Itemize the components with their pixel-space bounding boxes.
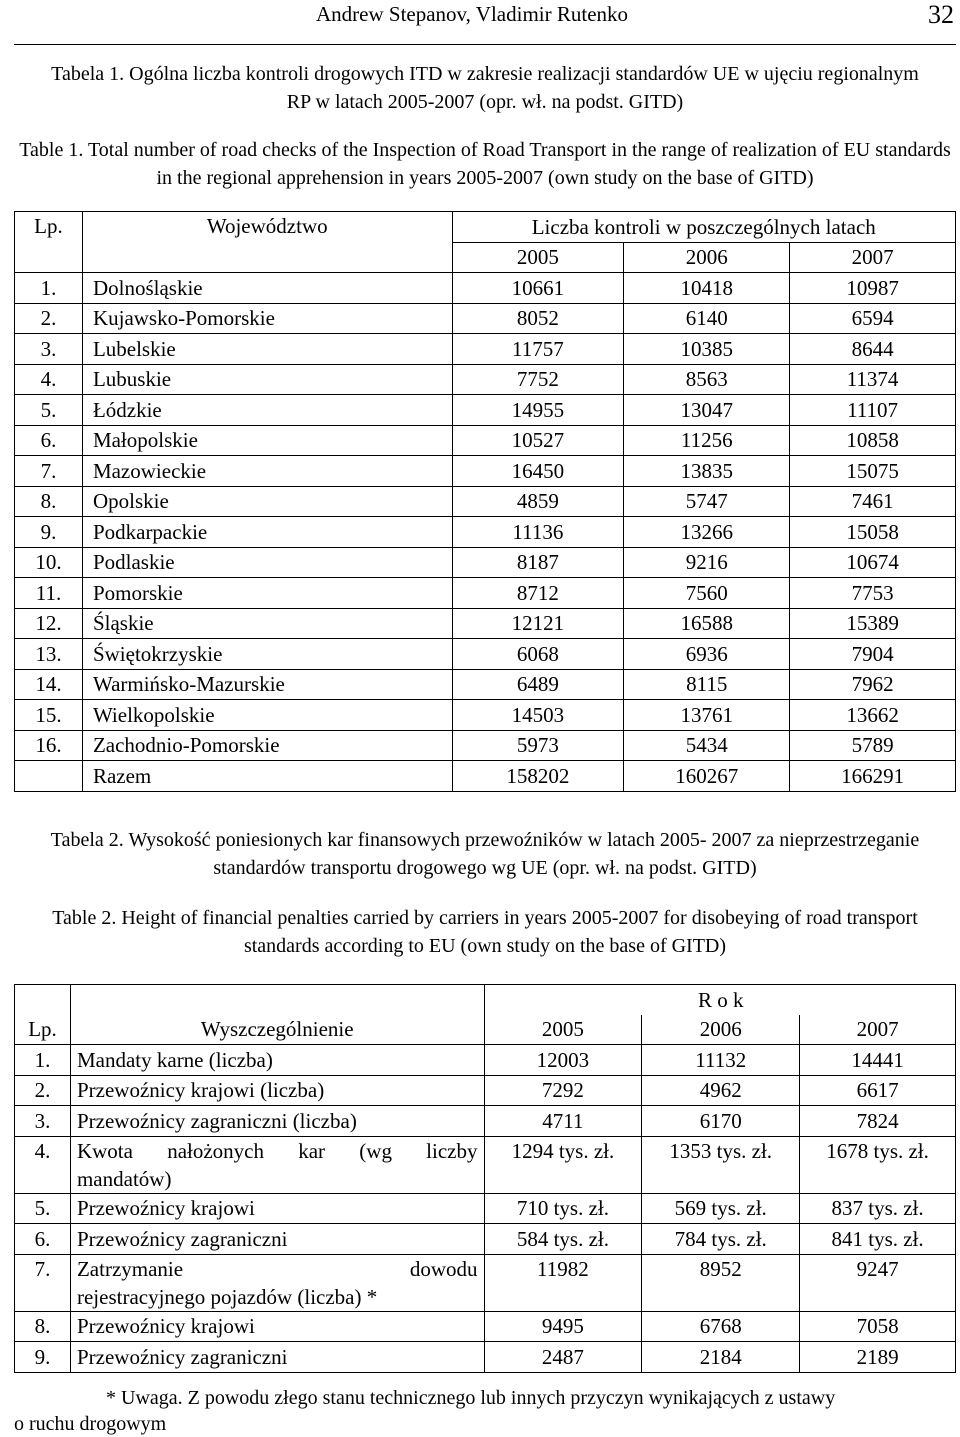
- table1-total-lp: [15, 761, 83, 792]
- table1-cell-value: 7753: [790, 578, 956, 609]
- table1-cell-value: 15389: [790, 608, 956, 639]
- table1-cell-region: Dolnośląskie: [82, 273, 452, 304]
- table1-row: [15, 334, 956, 365]
- table2-cell-lp: 3.: [15, 1106, 71, 1137]
- table2-row: [15, 1224, 956, 1255]
- table2-cell-item: Przewoźnicy krajowi: [70, 1193, 484, 1224]
- table1-cell-value: 6936: [624, 639, 790, 670]
- table2-cell-value: 1294 tys. zł.: [484, 1136, 642, 1193]
- table1-cell-region: Kujawsko-Pomorskie: [82, 303, 452, 334]
- table1-cell-lp: 14.: [15, 669, 83, 700]
- table1-cell-value: 9216: [624, 547, 790, 578]
- table2-row: [15, 1254, 956, 1311]
- table1-cell-value: 10418: [624, 273, 790, 304]
- table2-cell-value: 14441: [800, 1045, 956, 1076]
- table2-cell-value: 710 tys. zł.: [484, 1193, 642, 1224]
- table1-cell-value: 10527: [452, 425, 624, 456]
- table1-cell-lp: 11.: [15, 578, 83, 609]
- footnote: [14, 1385, 956, 1437]
- table2-cell-item-line1: Zatrzymanie dowodu: [76, 1256, 478, 1281]
- table2-cell-item-line2: rejestracyjnego pojazdów (liczba) *: [76, 1284, 378, 1309]
- table1-cell-value: 13761: [624, 700, 790, 731]
- table2-cell-value: 2189: [800, 1342, 956, 1373]
- table1-cell-region: Świętokrzyskie: [82, 639, 452, 670]
- table1-row: [15, 547, 956, 578]
- table1-row: [15, 730, 956, 761]
- table1-caption-pl: Tabela 1. Ogólna liczba kontroli drogowych ITD w zakresie realizacji standardów UE w ujęciu regionalnym RP w latach 2005-2007 (opr. wł. na podst. GITD): [51, 63, 919, 113]
- table1-cell-lp: 15.: [15, 700, 83, 731]
- table1-cell-value: 6489: [452, 669, 624, 700]
- table1-row: [15, 639, 956, 670]
- table1-cell-region: Lubuskie: [82, 364, 452, 395]
- table2-cell-value: 7292: [484, 1075, 642, 1106]
- footnote-line2: o ruchu drogowym: [14, 1413, 167, 1435]
- table2-caption-pl: Tabela 2. Wysokość poniesionych kar finansowych przewoźników w latach 2005- 2007 za nieprzestrzeganie standardów transportu drogowego wg UE (opr. wł. na podst. GITD): [50, 829, 920, 879]
- table2-cell-lp: 4.: [15, 1136, 71, 1193]
- table1-cell-region: Warmińsko-Mazurskie: [82, 669, 452, 700]
- table1-cell-region: Zachodnio-Pomorskie: [82, 730, 452, 761]
- table1-cell-value: 15075: [790, 456, 956, 487]
- table2-cell-value: 7824: [800, 1106, 956, 1137]
- table1-cell-lp: 4.: [15, 364, 83, 395]
- table1-total-row: [15, 761, 956, 792]
- table1-cell-region: Pomorskie: [82, 578, 452, 609]
- table2-cell-item: Przewoźnicy krajowi: [70, 1311, 484, 1342]
- table1-total-value: 160267: [624, 761, 790, 792]
- table1-cell-value: 11136: [452, 517, 624, 548]
- table2-cell-item: Przewoźnicy zagraniczni: [70, 1224, 484, 1255]
- table1-cell-region: Małopolskie: [82, 425, 452, 456]
- table1-row: [15, 608, 956, 639]
- table1-cell-value: 7904: [790, 639, 956, 670]
- table1-col-lp: Lp.: [15, 212, 83, 273]
- table1-row: [15, 578, 956, 609]
- table1-row: [15, 395, 956, 426]
- table2-cell-lp: 8.: [15, 1311, 71, 1342]
- table2-cell-value: 2487: [484, 1342, 642, 1373]
- table1-year-2005: 2005: [452, 242, 624, 273]
- table1-cell-lp: 12.: [15, 608, 83, 639]
- table1-row: [15, 456, 956, 487]
- table1: [14, 211, 956, 792]
- table1-cell-value: 13266: [624, 517, 790, 548]
- table2-col-lp: Lp.: [15, 1015, 71, 1045]
- table2-year-2006: 2006: [642, 1015, 800, 1045]
- table1-total-value: 166291: [790, 761, 956, 792]
- table2-row: [15, 1045, 956, 1076]
- table2-row: [15, 1342, 956, 1373]
- table1-year-2006: 2006: [624, 242, 790, 273]
- table1-caption-en: Table 1. Total number of road checks of the Inspection of Road Transport in the range of realization of EU standards in the regional apprehension in years 2005-2007 (own study on the base of GITD): [19, 139, 951, 189]
- table1-cell-value: 16588: [624, 608, 790, 639]
- table2-lp-spacer: [15, 985, 71, 1015]
- table1-year-2007: 2007: [790, 242, 956, 273]
- table1-cell-lp: 5.: [15, 395, 83, 426]
- table2-cell-value: 584 tys. zł.: [484, 1224, 642, 1255]
- table2-cell-item: Mandaty karne (liczba): [70, 1045, 484, 1076]
- table2-cell-value: 6170: [642, 1106, 800, 1137]
- table1-cell-value: 5434: [624, 730, 790, 761]
- table2-cell-lp: 9.: [15, 1342, 71, 1373]
- table1-cell-value: 11757: [452, 334, 624, 365]
- table2-rok-right: [800, 985, 956, 1015]
- table2-caption-en: Table 2. Height of financial penalties carried by carriers in years 2005-2007 for disobeying of road transport standards according to EU (own study on the base of GITD): [52, 907, 918, 957]
- table2: [14, 984, 956, 1373]
- table1-cell-value: 5789: [790, 730, 956, 761]
- table1-cell-value: 11107: [790, 395, 956, 426]
- table2-row: [15, 1106, 956, 1137]
- table2-cell-value: 4711: [484, 1106, 642, 1137]
- table1-cell-lp: 6.: [15, 425, 83, 456]
- table1-cell-lp: 3.: [15, 334, 83, 365]
- table1-row: [15, 425, 956, 456]
- table2-cell-value: 9495: [484, 1311, 642, 1342]
- table1-cell-value: 4859: [452, 486, 624, 517]
- table1-cell-value: 11256: [624, 425, 790, 456]
- table1-cell-region: Podlaskie: [82, 547, 452, 578]
- table1-cell-value: 8563: [624, 364, 790, 395]
- table1-cell-value: 7560: [624, 578, 790, 609]
- table1-cell-region: Podkarpackie: [82, 517, 452, 548]
- table1-cell-lp: 2.: [15, 303, 83, 334]
- table1-cell-value: 14955: [452, 395, 624, 426]
- table2-cell-value: 784 tys. zł.: [642, 1224, 800, 1255]
- table2-year-2007: 2007: [800, 1015, 956, 1045]
- table1-cell-value: 16450: [452, 456, 624, 487]
- table1-cell-lp: 1.: [15, 273, 83, 304]
- table2-year-2005: 2005: [484, 1015, 642, 1045]
- table1-cell-value: 14503: [452, 700, 624, 731]
- table2-cell-item: Przewoźnicy zagraniczni (liczba): [70, 1106, 484, 1137]
- table1-cell-lp: 8.: [15, 486, 83, 517]
- table1-row: [15, 669, 956, 700]
- table2-cell-value: 4962: [642, 1075, 800, 1106]
- table1-row: [15, 273, 956, 304]
- footnote-line1: * Uwaga. Z powodu złego stanu technicznego lub innych przyczyn wynikających z ustawy: [106, 1387, 836, 1409]
- authors: Andrew Stepanov, Vladimir Rutenko: [316, 2, 629, 26]
- table2-row: [15, 1136, 956, 1193]
- table1-cell-value: 10661: [452, 273, 624, 304]
- table2-cell-value: 8952: [642, 1254, 800, 1311]
- table2-cell-lp: 6.: [15, 1224, 71, 1255]
- table2-cell-value: 569 tys. zł.: [642, 1193, 800, 1224]
- table2-cell-value: 7058: [800, 1311, 956, 1342]
- table1-cell-lp: 7.: [15, 456, 83, 487]
- table1-cell-value: 10858: [790, 425, 956, 456]
- table2-cell-value: 837 tys. zł.: [800, 1193, 956, 1224]
- table1-cell-value: 6068: [452, 639, 624, 670]
- table1-cell-value: 7962: [790, 669, 956, 700]
- page-number: 32: [928, 0, 954, 29]
- table1-cell-value: 13835: [624, 456, 790, 487]
- table1-cell-value: 8052: [452, 303, 624, 334]
- header-rule: [14, 44, 956, 45]
- table2-cell-item: Przewoźnicy krajowi (liczba): [70, 1075, 484, 1106]
- table1-cell-lp: 10.: [15, 547, 83, 578]
- table2-row: [15, 1193, 956, 1224]
- table2-cell-value: 2184: [642, 1342, 800, 1373]
- table1-cell-region: Lubelskie: [82, 334, 452, 365]
- table1-cell-value: 13662: [790, 700, 956, 731]
- table2-cell-value: 11982: [484, 1254, 642, 1311]
- table2-years-row: [15, 1015, 956, 1045]
- table2-cell-value: 6617: [800, 1075, 956, 1106]
- table2-header-row: [15, 985, 956, 1015]
- table2-cell-item: [70, 1136, 484, 1193]
- table2-row: [15, 1311, 956, 1342]
- table1-cell-value: 6594: [790, 303, 956, 334]
- table1-cell-region: Mazowieckie: [82, 456, 452, 487]
- table2-cell-value: 1678 tys. zł.: [800, 1136, 956, 1193]
- table1-header-row: [15, 212, 956, 243]
- table1-cell-value: 10987: [790, 273, 956, 304]
- table2-cell-lp: 5.: [15, 1193, 71, 1224]
- table2-cell-item-line1: Kwota nałożonych kar (wg liczby: [76, 1138, 478, 1163]
- table1-cell-region: Opolskie: [82, 486, 452, 517]
- table2-cell-value: 9247: [800, 1254, 956, 1311]
- table1-row: [15, 486, 956, 517]
- table2-col-item: Wyszczególnienie: [70, 1015, 484, 1045]
- table1-row: [15, 517, 956, 548]
- table1-cell-region: Śląskie: [82, 608, 452, 639]
- table1-cell-value: 11374: [790, 364, 956, 395]
- table1-cell-value: 8187: [452, 547, 624, 578]
- table1-cell-value: 8115: [624, 669, 790, 700]
- table1-cell-value: 15058: [790, 517, 956, 548]
- page-header: [0, 0, 960, 46]
- table1-cell-region: Wielkopolskie: [82, 700, 452, 731]
- table1-cell-value: 7752: [452, 364, 624, 395]
- table1-cell-value: 6140: [624, 303, 790, 334]
- table2-rok-left: [484, 985, 642, 1015]
- table1-cell-value: 12121: [452, 608, 624, 639]
- table1-cell-value: 5747: [624, 486, 790, 517]
- table1-cell-lp: 13.: [15, 639, 83, 670]
- table1-cell-value: 7461: [790, 486, 956, 517]
- table1-cell-value: 8644: [790, 334, 956, 365]
- table1-total-value: 158202: [452, 761, 624, 792]
- table2-cell-value: 841 tys. zł.: [800, 1224, 956, 1255]
- table1-row: [15, 364, 956, 395]
- table2-item-spacer: [70, 985, 484, 1015]
- table2-cell-value: 1353 tys. zł.: [642, 1136, 800, 1193]
- table1-cell-lp: 16.: [15, 730, 83, 761]
- table1-row: [15, 303, 956, 334]
- table1-cell-value: 10385: [624, 334, 790, 365]
- table1-col-group: Liczba kontroli w poszczególnych latach: [452, 212, 956, 243]
- table2-cell-lp: 1.: [15, 1045, 71, 1076]
- table2-cell-lp: 2.: [15, 1075, 71, 1106]
- table2-cell-value: 6768: [642, 1311, 800, 1342]
- table2-col-group: R o k: [642, 985, 800, 1015]
- table1-cell-value: 10674: [790, 547, 956, 578]
- table2-row: [15, 1075, 956, 1106]
- table1-col-region: Województwo: [82, 212, 452, 273]
- table2-cell-item: [70, 1254, 484, 1311]
- table1-cell-value: 8712: [452, 578, 624, 609]
- table2-cell-lp: 7.: [15, 1254, 71, 1311]
- table2-cell-item: Przewoźnicy zagraniczni: [70, 1342, 484, 1373]
- table2-cell-item-line2: mandatów): [76, 1166, 172, 1191]
- table2-cell-value: 12003: [484, 1045, 642, 1076]
- table1-cell-value: 5973: [452, 730, 624, 761]
- table1-cell-lp: 9.: [15, 517, 83, 548]
- table1-cell-value: 13047: [624, 395, 790, 426]
- table1-total-label: Razem: [82, 761, 452, 792]
- table1-cell-region: Łódzkie: [82, 395, 452, 426]
- table2-cell-value: 11132: [642, 1045, 800, 1076]
- table1-row: [15, 700, 956, 731]
